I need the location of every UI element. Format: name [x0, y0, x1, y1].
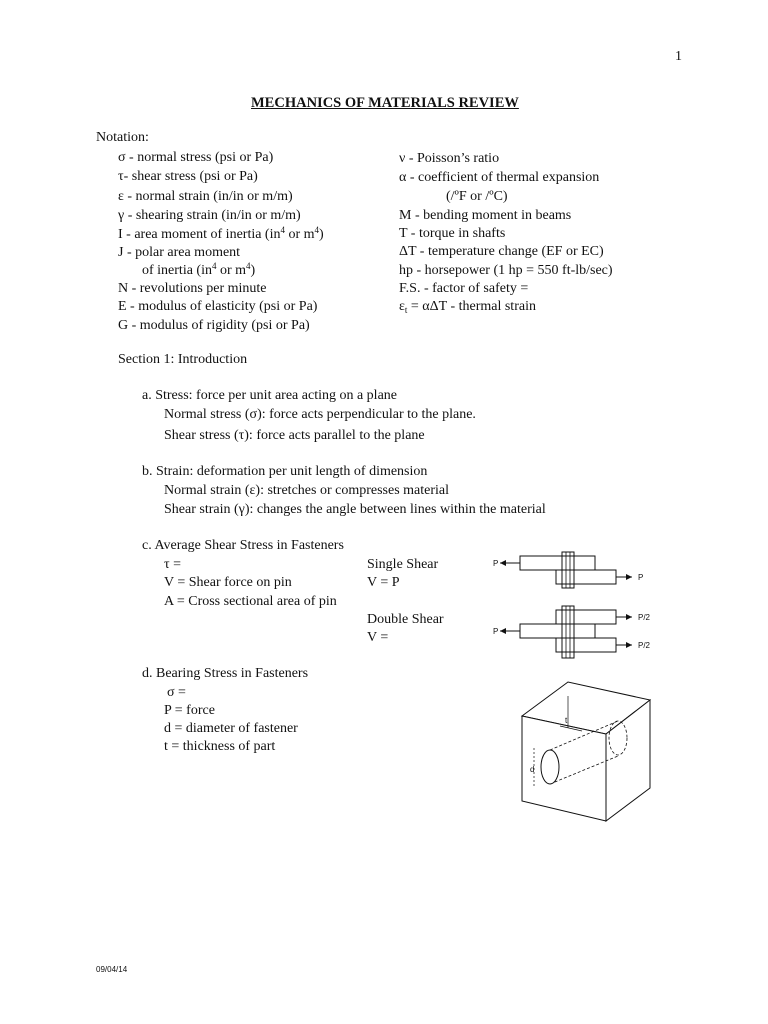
item-c-tau: τ =	[164, 557, 182, 572]
item-b-normal-strain: Normal strain (ε): stretches or compresses material	[164, 483, 450, 498]
notation-alpha: α - coefficient of thermal expansion	[399, 170, 600, 185]
notation-gamma: γ - shearing strain (in/in or m/m)	[118, 208, 301, 223]
page-date: 09/04/14	[96, 965, 128, 974]
notation-hp: hp - horsepower (1 hp = 550 ft-lb/sec)	[399, 263, 613, 278]
item-b-shear-strain: Shear strain (γ): changes the angle between lines within the material	[164, 502, 546, 517]
notation-J: J - polar area moment	[118, 245, 241, 260]
notation-sigma: σ - normal stress (psi or Pa)	[118, 150, 274, 165]
item-d-t: t = thickness of part	[164, 739, 276, 754]
notation-thermal-strain: $\varepsilon_t = \alpha\Delta T$ - thermal strain	[399, 299, 536, 315]
item-d-P: P = force	[164, 703, 215, 718]
single-shear-p-left: P	[493, 559, 499, 568]
item-c-V: V = Shear force on pin	[164, 575, 292, 590]
double-shear-p-left: P	[493, 627, 499, 636]
single-shear-V: V = P	[367, 575, 400, 590]
notation-J-cont: of inertia ($in^4$ or $m^4$)	[142, 261, 256, 278]
page-title: MECHANICS OF MATERIALS REVIEW	[251, 95, 519, 111]
section-heading: Section 1: Introduction	[118, 352, 248, 367]
notation-deltaT: ΔT - temperature change (EF or EC)	[399, 244, 604, 259]
double-shear-label: Double Shear	[367, 612, 444, 627]
double-shear-p2-bottom: P/2	[638, 641, 651, 650]
single-shear-diagram	[490, 548, 670, 598]
notation-heading: Notation:	[96, 130, 149, 145]
notation-G: G - modulus of rigidity (psi or Pa)	[118, 318, 310, 333]
item-d-sigma: σ =	[167, 685, 186, 700]
notation-nu: ν - Poisson’s ratio	[399, 151, 500, 166]
item-c-label: c. Average Shear Stress in Fasteners	[142, 538, 344, 553]
item-a-normal-stress: Normal stress (σ): force acts perpendicular to the plane.	[164, 407, 476, 422]
item-d-label: d. Bearing Stress in Fasteners	[142, 666, 309, 681]
page-number: 1	[675, 49, 682, 64]
item-c-A: A = Cross sectional area of pin	[164, 594, 337, 609]
double-shear-diagram	[490, 604, 670, 664]
single-shear-label: Single Shear	[367, 557, 439, 572]
notation-tau: τ- shear stress (psi or Pa)	[118, 169, 258, 184]
double-shear-p2-top: P/2	[638, 613, 651, 622]
bearing-fig-t-label: t	[565, 716, 568, 725]
notation-M: M - bending moment in beams	[399, 208, 572, 223]
notation-epsilon: ε - normal strain (in/in or m/m)	[118, 189, 293, 204]
item-d-d: d = diameter of fastener	[164, 721, 298, 736]
notation-E: E - modulus of elasticity (psi or Pa)	[118, 299, 318, 314]
notation-N: N - revolutions per minute	[118, 281, 267, 296]
item-b-label: b. Strain: deformation per unit length of dimension	[142, 464, 428, 479]
bearing-fig-d-label: d	[530, 765, 535, 774]
notation-I: I - area moment of inertia ($in^4$ or $m^4$)	[118, 225, 324, 242]
item-a-shear-stress: Shear stress (τ): force acts parallel to the plane	[164, 428, 425, 443]
item-a-label: a. Stress: force per unit area acting on a plane	[142, 388, 398, 403]
notation-T: T - torque in shafts	[399, 226, 506, 241]
single-shear-p-right: P	[638, 573, 644, 582]
notation-alpha-units: (/ºF or /ºC)	[446, 189, 508, 204]
bearing-stress-diagram	[510, 676, 670, 826]
notation-FS: F.S. - factor of safety =	[399, 281, 529, 296]
double-shear-V: V =	[367, 630, 389, 645]
